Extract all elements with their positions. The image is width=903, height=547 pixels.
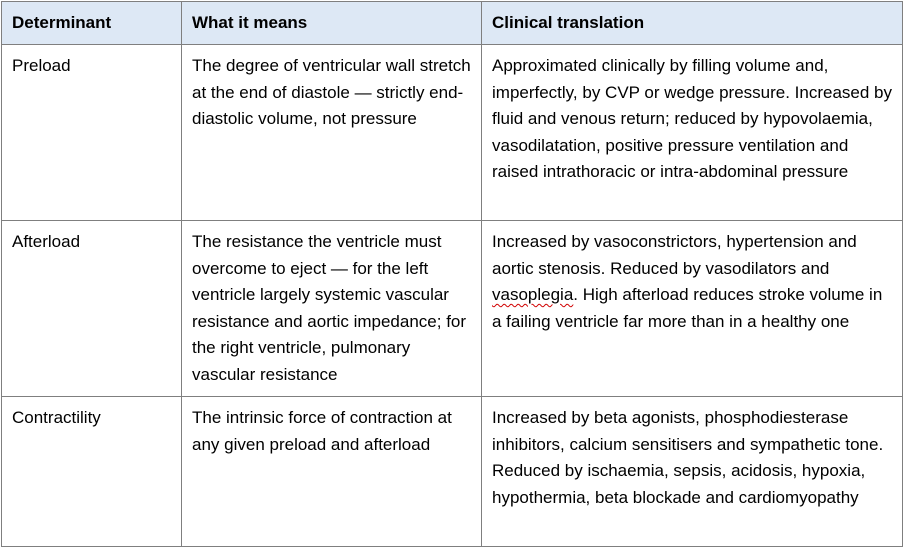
cell-meaning: The intrinsic force of contraction at any given preload and afterload [182,397,482,547]
header-what-it-means: What it means [182,2,482,45]
cell-determinant: Afterload [2,221,182,397]
table-row-preload [2,45,903,221]
spellcheck-flagged-word: vasoplegia [492,285,574,304]
header-clinical-translation: Clinical translation [482,2,903,45]
clinical-text-after: . High afterload reduces stroke volume in a failing ventricle far more than in a healthy one [492,285,883,331]
clinical-text-before: Increased by vasoconstrictors, hypertension and aortic stenosis. Reduced by vasodilators and [492,232,857,278]
cell-clinical: Approximated clinically by filling volume and, imperfectly, by CVP or wedge pressure. Increased by fluid and venous return; reduced by hypovolaemia, vasodilatation, positive pressure ventilation and raised intrathoracic or intra-abdominal pressure [482,45,903,221]
cell-meaning: The resistance the ventricle must overcome to eject — for the left ventricle largely systemic vascular resistance and aortic impedance; for the right ventricle, pulmonary vascular resistance [182,221,482,397]
cell-clinical: Increased by beta agonists, phosphodiesterase inhibitors, calcium sensitisers and sympathetic tone. Reduced by ischaemia, sepsis, acidosis, hypoxia, hypothermia, beta blockade and cardiomyopathy [482,397,903,547]
table-header-row [2,2,903,45]
cell-determinant: Preload [2,45,182,221]
cell-meaning: The degree of ventricular wall stretch at the end of diastole — strictly end-diastolic volume, not pressure [182,45,482,221]
header-determinant: Determinant [2,2,182,45]
cell-determinant: Contractility [2,397,182,547]
determinants-table [1,1,903,547]
table-row-afterload [2,221,903,397]
cell-clinical [482,221,903,397]
table-row-contractility [2,397,903,547]
